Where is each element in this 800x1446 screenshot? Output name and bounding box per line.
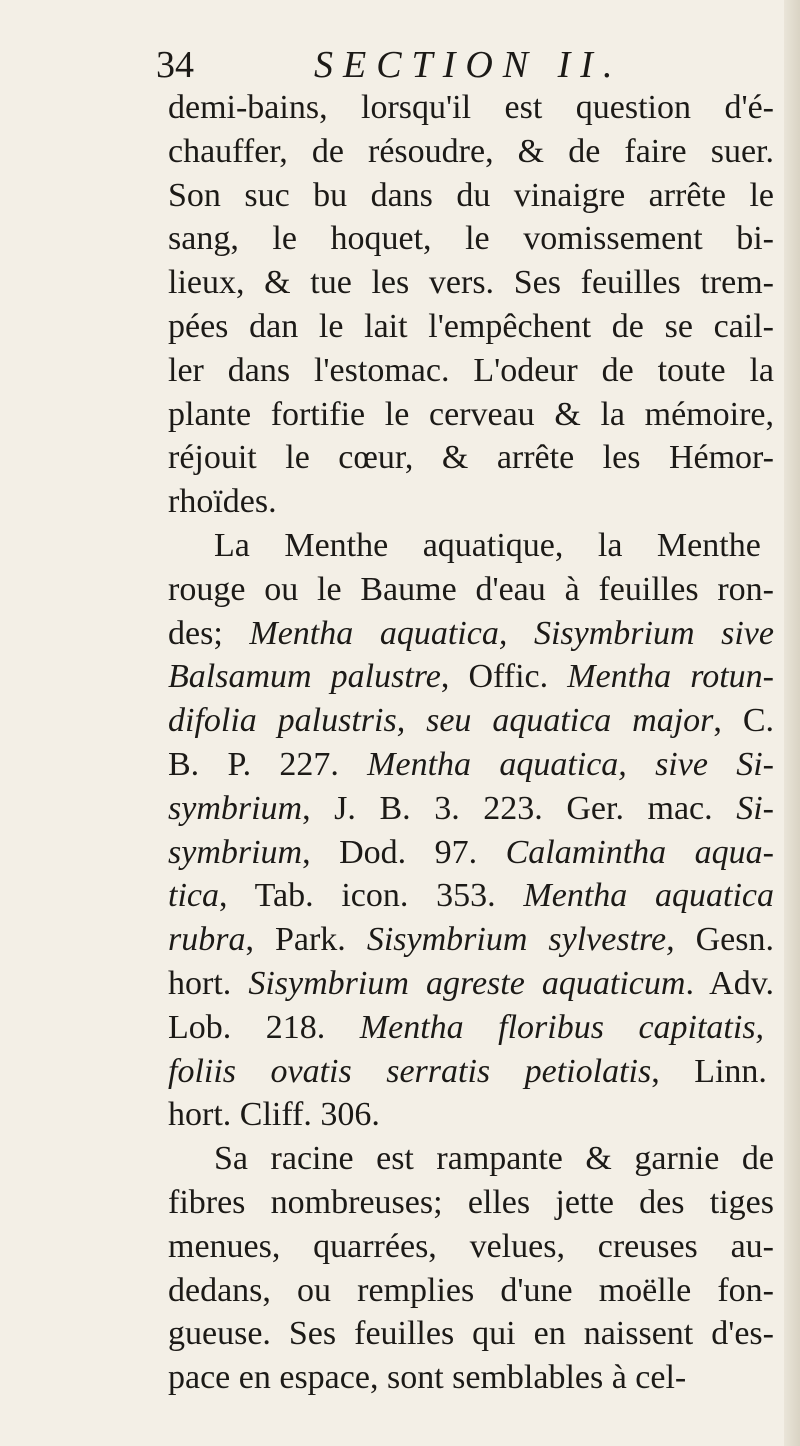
text-line	[168, 1312, 774, 1356]
text-line	[168, 831, 774, 875]
text-segment: des;	[168, 614, 250, 652]
text-segment: demi-bains, lorsqu'il est question d'é-	[168, 89, 774, 126]
text-line	[168, 349, 774, 393]
text-segment: gueuse. Ses feuilles qui en naissent d'es-	[168, 1315, 774, 1353]
text-line	[168, 261, 774, 305]
italic-segment: difolia palustris, seu aquatica major	[168, 702, 714, 740]
text-line	[168, 1050, 774, 1094]
text-line	[168, 1356, 774, 1400]
running-title: SECTION II.	[314, 44, 623, 86]
text-segment: Son suc bu dans du vinaigre arrête le	[168, 176, 774, 214]
body-text	[168, 86, 774, 1400]
italic-segment: Mentha aquatica, sive Si-	[367, 745, 774, 783]
text-line	[168, 655, 774, 699]
text-line	[168, 787, 774, 831]
text-line	[168, 743, 774, 787]
text-line	[168, 217, 774, 261]
text-line	[168, 130, 774, 174]
text-segment: fibres nombreuses; elles jette des tiges	[168, 1183, 774, 1221]
text-line	[168, 568, 774, 612]
italic-segment: rubra	[168, 921, 246, 959]
italic-segment: Si-	[736, 789, 774, 827]
italic-segment: Sisymbrium agreste aquaticum	[248, 964, 686, 1002]
text-line	[168, 962, 774, 1006]
text-segment: , Park.	[245, 921, 367, 959]
text-line	[168, 480, 774, 524]
italic-segment: Mentha aquatica, Sisymbrium sive	[249, 614, 774, 652]
text-segment: lieux, & tue les vers. Ses feuilles trem-	[168, 264, 774, 302]
page-header	[156, 40, 760, 90]
italic-segment: foliis ovatis serratis petiolatis	[168, 1052, 652, 1090]
text-segment: ler dans l'estomac. L'odeur de toute la	[168, 351, 774, 389]
text-line	[168, 699, 774, 743]
text-segment: Gesn.	[674, 921, 774, 959]
text-line	[168, 612, 774, 656]
text-segment: , Offic.	[440, 658, 568, 696]
text-segment: hort.	[168, 964, 249, 1002]
text-line	[168, 1225, 774, 1269]
text-segment: hort. Cliff. 306.	[168, 1096, 380, 1134]
italic-segment: symbrium	[168, 833, 303, 871]
page-number: 34	[156, 44, 194, 86]
text-segment: , J. B. 3. 223. Ger. mac.	[302, 789, 737, 827]
text-segment: réjouit le cœur, & arrête les Hémor-	[168, 439, 774, 477]
text-segment: , C.	[713, 702, 774, 740]
text-segment: rhoïdes.	[168, 483, 277, 521]
text-line	[168, 436, 774, 480]
text-line	[168, 1269, 774, 1313]
italic-segment: tica	[168, 877, 219, 915]
text-line	[168, 524, 774, 568]
text-segment: Sa racine est rampante & garnie de	[214, 1140, 774, 1178]
text-line	[168, 174, 774, 218]
italic-segment: Sisymbrium sylvestre,	[366, 921, 675, 959]
text-segment: chauffer, de résoudre, & de faire suer.	[168, 132, 774, 170]
text-line	[168, 305, 774, 349]
text-segment: , Dod. 97.	[302, 833, 506, 871]
text-segment: plante fortifie le cerveau & la mémoire,	[168, 395, 774, 433]
text-line	[168, 1006, 774, 1050]
text-line	[168, 874, 774, 918]
text-segment: pées dan le lait l'empêchent de se cail-	[168, 307, 774, 345]
text-segment: dedans, ou remplies d'une moëlle fon-	[168, 1271, 774, 1309]
italic-segment: Mentha rotun-	[567, 658, 774, 696]
text-line	[168, 1181, 774, 1225]
page-edge	[784, 0, 800, 1446]
text-line	[168, 918, 774, 962]
text-segment: sang, le hoquet, le vomissement bi-	[168, 220, 774, 258]
italic-segment: Mentha floribus capitatis,	[359, 1008, 765, 1046]
italic-segment: symbrium	[168, 789, 303, 827]
text-segment: . Adv.	[685, 964, 774, 1002]
text-line	[168, 86, 774, 130]
italic-segment: Mentha aquatica	[523, 877, 774, 915]
text-segment: pace en espace, sont semblables à cel-	[168, 1359, 687, 1397]
italic-segment: Calamintha aqua-	[505, 833, 774, 871]
text-segment: , Tab. icon. 353.	[218, 877, 524, 915]
text-segment: rouge ou le Baume d'eau à feuilles ron-	[168, 570, 774, 608]
text-segment: menues, quarrées, velues, creuses au-	[168, 1227, 774, 1265]
text-segment: , Linn.	[651, 1052, 767, 1090]
text-line	[168, 393, 774, 437]
text-segment: La Menthe aquatique, la Menthe	[214, 526, 761, 564]
italic-segment: Balsamum palustre	[168, 658, 441, 696]
text-segment: Lob. 218.	[168, 1008, 360, 1046]
text-segment: B. P. 227.	[168, 745, 368, 783]
text-line	[168, 1137, 774, 1181]
text-line	[168, 1093, 774, 1137]
